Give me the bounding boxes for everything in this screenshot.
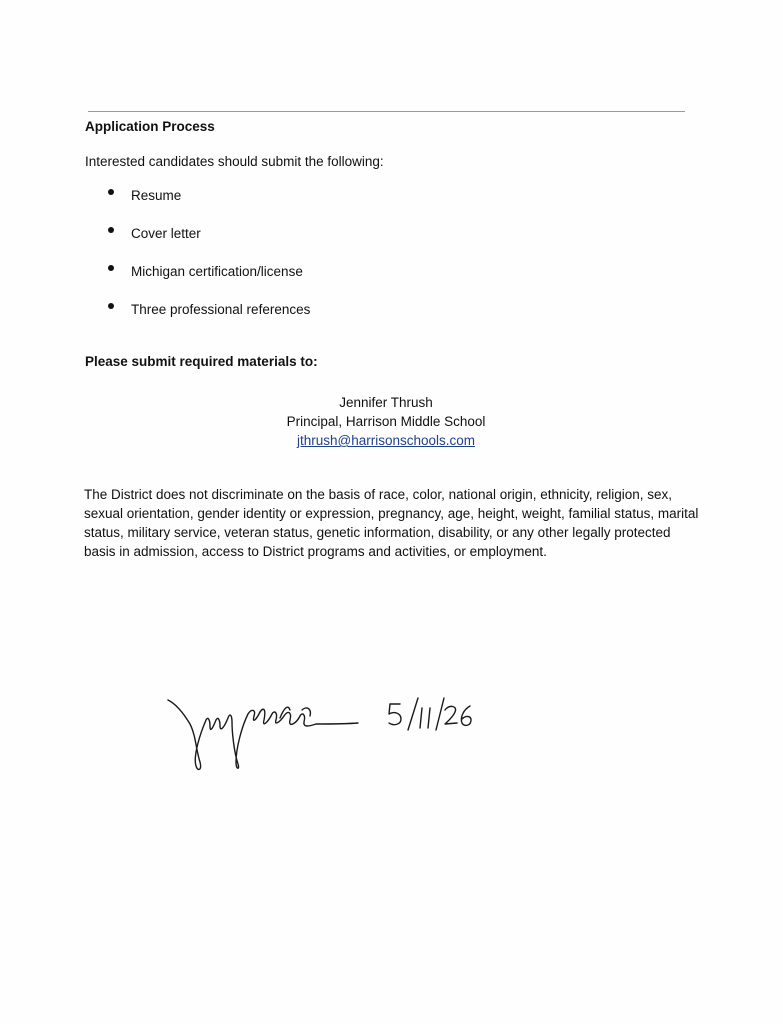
section-heading: Application Process: [85, 119, 215, 134]
list-item-label: Cover letter: [131, 226, 201, 241]
nondiscrimination-statement: The District does not discriminate on the basis of race, color, national origin, ethnicity, religion, sex, sexual orientation, gender identity or expression, pregnancy, age, height, weight, familial status, marital status, military service, veteran status, genetic information, disability, or any other legally protected basis in admission, access to District programs and activities, or employment.: [84, 487, 699, 559]
handwritten-signature: [160, 690, 500, 780]
contact-name: Jennifer Thrush: [339, 395, 433, 410]
bullet-icon: [108, 303, 114, 309]
bullet-icon: [108, 265, 114, 271]
bullet-icon: [108, 189, 114, 195]
submission-heading: Please submit required materials to:: [85, 354, 318, 369]
intro-text: Interested candidates should submit the following:: [85, 154, 384, 169]
list-item-label: Three professional references: [131, 302, 311, 317]
contact-title: Principal, Harrison Middle School: [286, 414, 486, 429]
bullet-icon: [108, 227, 114, 233]
list-item-label: Michigan certification/license: [131, 264, 303, 279]
list-item-label: Resume: [131, 188, 182, 203]
contact-email-link[interactable]: jthrush@harrisonschools.com: [296, 433, 476, 448]
contact-block: [236, 393, 536, 450]
horizontal-divider: [88, 111, 685, 112]
